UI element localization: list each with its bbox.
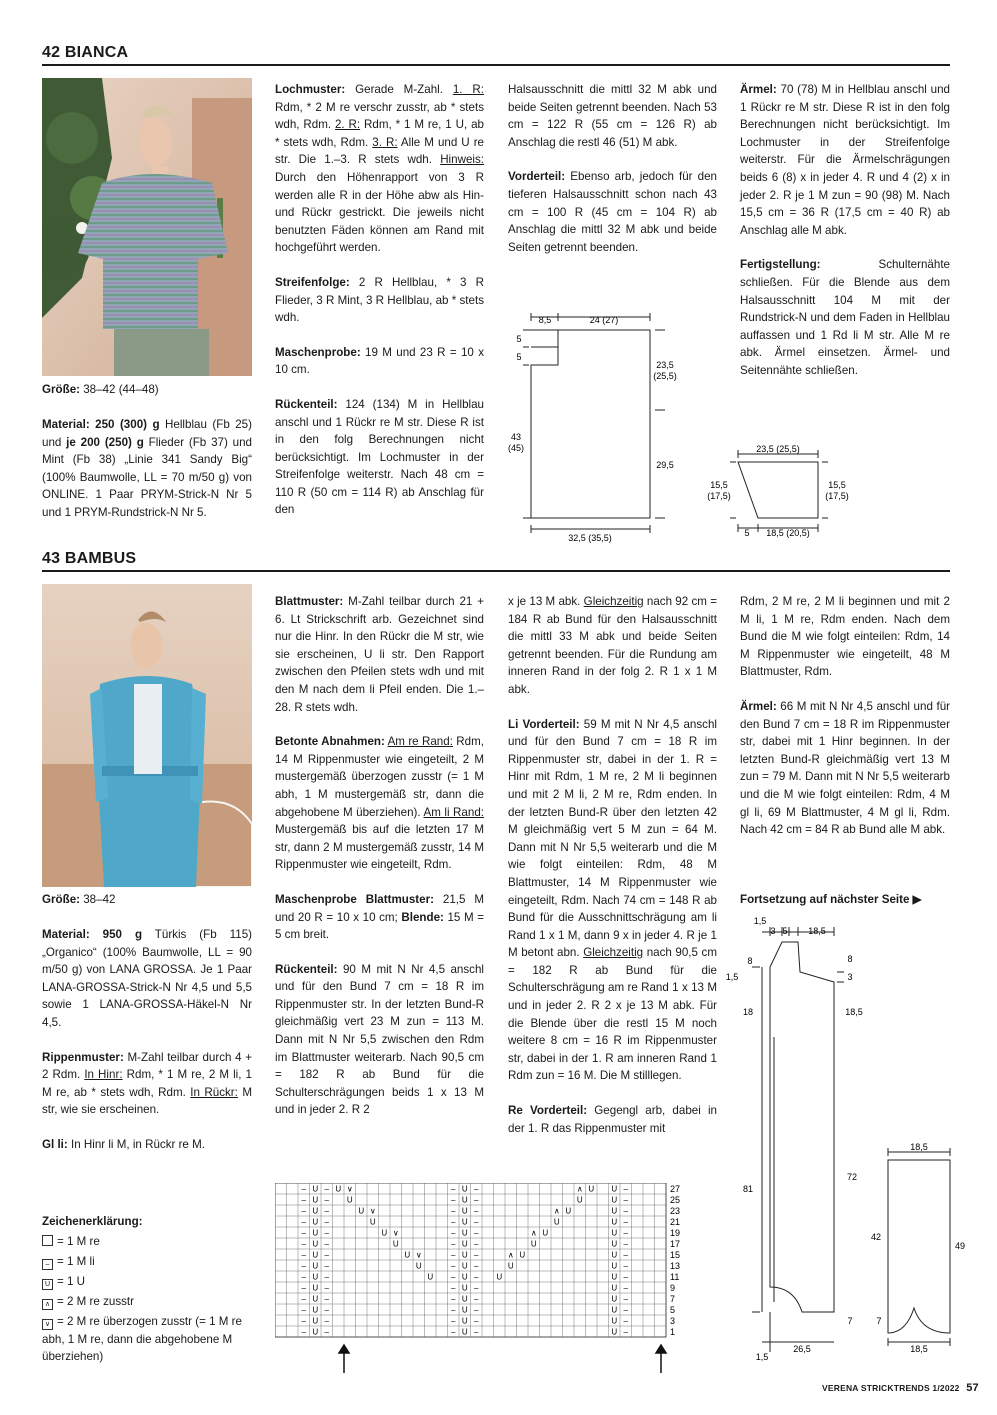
bambus-sleeve-diagram (862, 1138, 972, 1358)
legend-title: Zeichenerklärung: (42, 1215, 143, 1228)
chart-cell-symbol: – (451, 1294, 456, 1304)
chart-cell-symbol: – (623, 1228, 628, 1238)
sleeve-top: 23,5 (25,5) (756, 444, 800, 454)
coat-b265: 26,5 (793, 1344, 811, 1354)
chart-cell-symbol: – (301, 1250, 306, 1260)
chart-row-label: 27 (670, 1184, 681, 1194)
chart-cell-symbol: U (312, 1261, 319, 1271)
legend-row-4: ∧ = 2 M re zusstr (42, 1293, 252, 1311)
legend-row-5: ∨ = 2 M re überzogen zusstr (= 1 M re abh, 1 M re, dann die abgehobene M überziehen) (42, 1315, 242, 1364)
chart-cell-symbol: – (623, 1305, 628, 1315)
bambus-column-3 (508, 593, 717, 1154)
bambus-column-1 (42, 926, 252, 1171)
chart-cell-symbol: – (474, 1327, 479, 1337)
chart-cell-symbol: ∧ (553, 1206, 560, 1216)
chart-cell-symbol: U (461, 1184, 468, 1194)
legend-row-1: = 1 M re (42, 1233, 252, 1251)
sleeve-right-b: (17,5) (825, 491, 849, 501)
chart-row-label: 3 (670, 1316, 676, 1326)
skp-symbol-icon: ∨ (42, 1319, 53, 1330)
sleeve2-top: 18,5 (910, 1142, 928, 1152)
bianca-photo (42, 78, 252, 376)
dim-top-right: 24 (27) (589, 315, 619, 325)
chart-cell-symbol: U (415, 1261, 422, 1271)
chart-cell-symbol: U (611, 1239, 618, 1249)
chart-cell-symbol: – (324, 1250, 329, 1260)
chart-cell-symbol: – (623, 1327, 628, 1337)
chart-row-label: 5 (670, 1305, 676, 1315)
sleeve-bottom-small: 5 (744, 528, 750, 538)
chart-cell-symbol: U (611, 1184, 618, 1194)
chart-cell-symbol: – (324, 1206, 329, 1216)
dim-right-1: 23,5 (656, 360, 674, 370)
chart-cell-symbol: U (461, 1272, 468, 1282)
chart-cell-symbol: – (474, 1294, 479, 1304)
chart-cell-symbol: U (427, 1272, 434, 1282)
coat-l15: 1,5 (725, 972, 739, 982)
halsausschnitt-paragraph-2: x je 13 M abk. Gleichzeitig nach 92 cm = 184 R ab Bund für den Halsausschnitt die mittl 33 M abk und beide Seiten getrennt beenden. Für die Rundung am inneren Rand in der folg 2. R 1 x 1 M abk. (508, 595, 717, 696)
chart-cell-symbol: ∨ (369, 1206, 376, 1216)
li-vorderteil-paragraph: Li Vorderteil: 59 M mit N Nr 4,5 anschl und für den Bund 7 cm = 18 R im Rippenmuster str, dabei in der 1. R = Hinr mit Rdm, 1 M re, 2 M li beginnen und mit 2 M li, 2 M re, Rdm enden. In der letzten Bund-R über den letzten 42 M gleichmäßig vert 5 M zun = 64 M. Dann mit N Nr 5,5 weiterarb und die M wie folgt einteilen: Rdm, 48 M Blattmuster, 14 M Rippenmuster wie eingeteilt, Rdm. Nach 74 cm = 148 R ab Bund für die Ausschnittschrägung am li Rand 1 x 1 M, dann 9 x in jeder 4. R je 1 M betont abn. Gleichzeitig nach 90,5 cm = 182 R ab Bund für die Schulterschrägung am re Rand 1 x 13 M und in jeder 2. R 2 x je 13 M abk. Für die Blende über die restl 15 M noch weitere 8 cm = 16 R im Rippenmuster str, dabei in der 1. R am inneren Rand 1 Rdm zun = 16 M. Die M stilllegen. (508, 717, 718, 1083)
chart-cell-symbol: U (461, 1228, 468, 1238)
legend-row-3: U = 1 U (42, 1273, 252, 1291)
chart-cell-symbol: – (451, 1228, 456, 1238)
chart-cell-symbol: ∧ (576, 1184, 583, 1194)
knit-symbol-icon (42, 1235, 53, 1246)
chart-cell-symbol: – (623, 1239, 628, 1249)
magazine-footer (822, 1382, 979, 1394)
chart-cell-symbol: – (474, 1250, 479, 1260)
bianca-column-3 (508, 81, 717, 273)
dim-right-2: 29,5 (656, 460, 674, 470)
chart-cell-symbol: – (451, 1327, 456, 1337)
chart-cell-symbol: U (611, 1261, 618, 1271)
streifenfolge-paragraph: Streifenfolge: 2 R Hellblau, * 3 R Flieder, 3 R Mint, 3 R Hellblau, ab * stets wdh. (275, 275, 484, 325)
bambus-column-2 (275, 593, 484, 1136)
chart-row-label: 17 (670, 1239, 681, 1249)
chart-cell-symbol: – (623, 1283, 628, 1293)
chart-cell-symbol: U (461, 1327, 468, 1337)
chart-row-label: 1 (670, 1327, 676, 1337)
chart-cell-symbol: ∨ (346, 1184, 353, 1194)
chart-cell-symbol: U (392, 1239, 399, 1249)
chart-cell-symbol: U (461, 1305, 468, 1315)
dim-bottom: 32,5 (35,5) (568, 533, 612, 543)
sleeve-left: 15,5 (710, 480, 728, 490)
chart-cell-symbol: – (301, 1217, 306, 1227)
yarn-over-symbol-icon: U (42, 1279, 53, 1290)
chart-cell-symbol: – (623, 1184, 628, 1194)
chart-cell-symbol: – (474, 1261, 479, 1271)
chart-cell-symbol: – (301, 1184, 306, 1194)
chart-cell-symbol: U (611, 1305, 618, 1315)
chart-cell-symbol: – (474, 1228, 479, 1238)
chart-cell-symbol: U (312, 1283, 319, 1293)
coat-t1: 1,5 (753, 916, 767, 926)
chart-cell-symbol: U (461, 1239, 468, 1249)
chart-cell-symbol: – (451, 1206, 456, 1216)
dim-neck-2: 5 (516, 352, 522, 362)
coat-l8: 8 (747, 956, 753, 966)
dim-neck-1: 5 (516, 334, 522, 344)
chart-cell-symbol: U (542, 1228, 549, 1238)
chart-cell-symbol: – (301, 1239, 306, 1249)
chart-cell-symbol: – (301, 1283, 306, 1293)
chart-cell-symbol: ∨ (415, 1250, 422, 1260)
chart-cell-symbol: U (404, 1250, 411, 1260)
blattmuster-chart (275, 1183, 690, 1375)
purl-symbol-icon: – (42, 1259, 53, 1270)
dim-left-b: (45) (507, 443, 525, 453)
chart-cell-symbol: U (346, 1195, 353, 1205)
chart-cell-symbol: U (358, 1206, 365, 1216)
chart-cell-symbol: – (474, 1195, 479, 1205)
size-label: Größe: (42, 383, 81, 396)
chart-cell-symbol: – (451, 1250, 456, 1260)
chart-cell-symbol: – (324, 1228, 329, 1238)
chart-cell-symbol: – (623, 1316, 628, 1326)
sleeve2-right: 49 (954, 1241, 966, 1251)
chart-cell-symbol: – (301, 1327, 306, 1337)
chart-cell-symbol: U (496, 1272, 503, 1282)
chart-cell-symbol: U (611, 1195, 618, 1205)
chart-cell-symbol: – (451, 1283, 456, 1293)
bianca-size (42, 381, 252, 399)
chart-cell-symbol: – (324, 1272, 329, 1282)
sleeve-left-b: (17,5) (707, 491, 731, 501)
rippenmuster-paragraph: Rippenmuster: M-Zahl teilbar durch 4 + 2 Rdm. In Hinr: Rdm, * 1 M re, 2 M li, 1 M re, ab * stets wdh, Rdm. In Rückr: M str, wie sie erscheinen. (42, 1050, 253, 1117)
chart-cell-symbol: U (530, 1239, 537, 1249)
einteilung-paragraph: Rdm, 2 M re, 2 M li beginnen und mit 2 M li, 1 M re, Rdm enden. Nach dem Bund die M wie folgt einteilen: Rdm, 14 M Rippenmuster wie eingeteilt, 48 M Blattmuster, Rdm. (740, 595, 950, 679)
chart-cell-symbol: U (611, 1283, 618, 1293)
rueckenteil-paragraph: Rückenteil: 124 (134) M in Hellblau anschl und 1 Rückr re M str. Diese R ist in den folg Berechnungen nicht berücksichtigt. Im Lochmuster in der Streifenfolge weiterstr. Nach 48 cm = 110 R (50 cm = 114 R) ab Anschlag für den (275, 397, 484, 517)
chart-cell-symbol: U (312, 1305, 319, 1315)
chart-cell-symbol: – (623, 1206, 628, 1216)
chart-cell-symbol: – (474, 1316, 479, 1326)
chart-cell-symbol: – (451, 1316, 456, 1326)
chart-cell-symbol: U (461, 1195, 468, 1205)
chart-cell-symbol: – (324, 1239, 329, 1249)
chart-cell-symbol: – (623, 1294, 628, 1304)
chart-cell-symbol: U (611, 1206, 618, 1216)
chart-cell-symbol: U (461, 1217, 468, 1227)
chart-cell-symbol: – (451, 1184, 456, 1194)
sleeve-right: 15,5 (828, 480, 846, 490)
chart-cell-symbol: – (324, 1283, 329, 1293)
chart-row-label: 21 (670, 1217, 681, 1227)
chart-cell-symbol: – (474, 1239, 479, 1249)
chart-cell-symbol: – (324, 1305, 329, 1315)
chart-cell-symbol: U (611, 1228, 618, 1238)
chart-cell-symbol: U (611, 1294, 618, 1304)
maschenprobe-paragraph: Maschenprobe: 19 M und 23 R = 10 x 10 cm. (275, 345, 484, 377)
chart-cell-symbol: ∧ (530, 1228, 537, 1238)
chart-cell-symbol: U (611, 1250, 618, 1260)
coat-b7b: 7 (876, 1316, 882, 1326)
chart-row-label: 25 (670, 1195, 681, 1205)
bianca-column-2 (275, 81, 484, 536)
dim-top-left: 8,5 (538, 315, 552, 325)
chart-cell-symbol: – (474, 1217, 479, 1227)
chart-cell-symbol: – (451, 1195, 456, 1205)
chart-cell-symbol: – (301, 1206, 306, 1216)
vorderteil-paragraph: Vorderteil: Ebenso arb, jedoch für den tieferen Halsausschnitt schon nach 43 cm = 100 R (45 cm = 104 R) ab Anschlag die mittl 32 M abk und beide Seiten getrennt beenden. (508, 170, 717, 254)
chart-cell-symbol: – (301, 1228, 306, 1238)
chart-cell-symbol: – (474, 1184, 479, 1194)
chart-cell-symbol: ∧ (507, 1250, 514, 1260)
coat-b15: 1,5 (755, 1352, 769, 1362)
chart-cell-symbol: U (611, 1327, 618, 1337)
rueckenteil-paragraph-2: Rückenteil: 90 M mit N Nr 4,5 anschl und für den Bund 7 cm = 18 R im Rippenmuster str. In der letzten Bund-R gleichmäßig vert 23 M zun = 113 M. Dann mit N Nr 5,5 zwischen den Rdm im Blattmuster weiterarb. Nach 90,5 cm = 182 R ab Bund für die Schulterschrägungen beids 1 x 13 M und in jeder 2. R 2 (275, 962, 484, 1117)
chart-cell-symbol: – (301, 1294, 306, 1304)
bianca-column-4 (740, 81, 950, 397)
bambus-coat-diagram (722, 912, 882, 1367)
glli-paragraph: Gl li: In Hinr li M, in Rückr re M. (42, 1137, 205, 1151)
chart-cell-symbol: – (301, 1305, 306, 1315)
halsausschnitt-paragraph: Halsausschnitt die mittl 32 M abk und beide Seiten getrennt beenden. Nach 53 cm = 122 R (55 cm = 126 R) ab Anschlag die restl 46 (51) M abk. (508, 83, 717, 149)
re-vorderteil-paragraph: Re Vorderteil: Gegengl arb, dabei in der 1. R das Rippenmuster mit (508, 1104, 717, 1135)
chart-cell-symbol: U (312, 1294, 319, 1304)
coat-m72: 72 (846, 1172, 858, 1182)
chart-cell-symbol: U (611, 1316, 618, 1326)
chart-cell-symbol: U (312, 1239, 319, 1249)
chart-cell-symbol: U (312, 1316, 319, 1326)
chart-row-label: 15 (670, 1250, 681, 1260)
chart-cell-symbol: – (623, 1272, 628, 1282)
coat-b7a: 7 (847, 1316, 853, 1326)
fertigstellung-paragraph: Fertigstellung: Schulternähte schließen. Für die Blende aus dem Halsausschnitt 104 M mit der Rundstrick-N und dem Faden in Hellblau auffassen und 1 Rd li M str. Alle M re abk. Ärmel einsetzen. Ärmel- und Seitennähte schließen. (740, 258, 950, 377)
chart-cell-symbol: – (623, 1195, 628, 1205)
chart-cell-symbol: U (461, 1250, 468, 1260)
page-number: 57 (966, 1382, 979, 1394)
section-rule-2 (42, 570, 950, 572)
section-title-bianca: 42 BIANCA (42, 44, 129, 61)
continued-note: Fortsetzung auf nächster Seite ▶ (740, 893, 922, 906)
chart-cell-symbol: – (324, 1195, 329, 1205)
chart-cell-symbol: U (519, 1250, 526, 1260)
chart-cell-symbol: U (611, 1272, 618, 1282)
chart-row-label: 7 (670, 1294, 676, 1304)
k2tog-symbol-icon: ∧ (42, 1299, 53, 1310)
chart-cell-symbol: U (312, 1195, 319, 1205)
chart-cell-symbol: U (461, 1294, 468, 1304)
betonte-abnahmen-paragraph: Betonte Abnahmen: Am re Rand: Rdm, 14 M Rippenmuster wie eingeteilt, 2 M mustergemäß überzogen zusstr (= 1 M abh, 1 M mustergemäß str, dann die abgehobene M überziehen). Am li Rand: Mustergemäß bis auf die letzten 17 M str, dann 2 M mustergemäß zusstr, 14 M Rippenmuster wie eingeteilt, Rdm. (275, 735, 484, 872)
bianca-sleeve-diagram (700, 440, 860, 542)
chart-cell-symbol: U (461, 1206, 468, 1216)
aermel-paragraph: Ärmel: 70 (78) M in Hellblau anschl und 1 Rückr re M str. Diese R ist in den folg Berechnungen nicht berücksichtigt. Im Lochmuster in der Streifenfolge weiterstr. Für die Ärmelschrägungen beids 6 (8) x in jeder 4. R und 4 (2) x in jeder 2. R je 1 M zun = 90 (98) M. Nach 15,5 cm = 36 R (17,5 cm = 40 R) ab Anschlag alle M abk. (740, 83, 950, 237)
chart-cell-symbol: – (451, 1239, 456, 1249)
dim-right-1b: (25,5) (653, 371, 677, 381)
chart-row-label: 9 (670, 1283, 676, 1293)
chart-cell-symbol: U (461, 1261, 468, 1271)
chart-cell-symbol: ∨ (392, 1228, 399, 1238)
chart-row-label: 11 (670, 1272, 680, 1282)
chart-cell-symbol: – (324, 1261, 329, 1271)
bambus-photo (42, 584, 252, 887)
chart-cell-symbol: U (461, 1283, 468, 1293)
bianca-body-diagram (505, 305, 715, 545)
chart-cell-symbol: – (324, 1217, 329, 1227)
coat-l18: 18 (742, 1007, 754, 1017)
section-title-bambus: 43 BAMBUS (42, 550, 137, 567)
chart-cell-symbol: – (623, 1261, 628, 1271)
chart-row-labels (670, 1184, 680, 1337)
chart-cell-symbol: U (312, 1228, 319, 1238)
chart-row-label: 19 (670, 1228, 681, 1238)
chart-cell-symbol: U (335, 1184, 342, 1194)
coat-l81: 81 (742, 1184, 754, 1194)
chart-cell-symbol: – (474, 1206, 479, 1216)
magazine-name: VERENA STRICKTRENDS 1/2022 (822, 1383, 960, 1393)
chart-cell-symbol: U (312, 1272, 319, 1282)
chart-cell-symbol: U (611, 1217, 618, 1227)
sleeve2-left: 42 (870, 1232, 882, 1242)
chart-cell-symbol: – (301, 1272, 306, 1282)
coat-r185: 18,5 (845, 1007, 863, 1017)
coat-r3: 3 (847, 972, 853, 982)
chart-cell-symbol: – (324, 1184, 329, 1194)
chart-cell-symbol: U (312, 1250, 319, 1260)
chart-cell-symbol: – (474, 1283, 479, 1293)
chart-cell-symbol: U (565, 1206, 572, 1216)
chart-cell-symbol: – (324, 1327, 329, 1337)
chart-cell-symbol: U (312, 1217, 319, 1227)
chart-cell-symbol: – (474, 1272, 479, 1282)
lochmuster-paragraph: Lochmuster: Gerade M-Zahl. 1. R: Rdm, * 2 M re verschr zusstr, ab * stets wdh, Rdm. 2. R: Rdm, * 1 M re, 1 U, ab * stets wdh, Rdm. 3. R: Alle M und U re str. Die 1.–3. R stets wdh. Hinweis: Durch den Höhenrapport von 3 R werden alle R in der Höhe abw als Hin- und Rückr gestrickt. Die jeweils nicht benutzten Fäden können am Rand mit hochgeführt werden. (275, 83, 485, 255)
chart-cell-symbol: – (451, 1272, 456, 1282)
aermel-paragraph-2: Ärmel: 66 M mit N Nr 4,5 anschl und für den Bund 7 cm = 18 R im Rippenmuster str, dabei mit 1 Hinr beginnen. In der letzten Bund-R gleichmäßig vert 13 M zun = 79 M. Dann mit N Nr 5,5 weiterarb und die M wie folgt einteilen: Rdm, 4 M gl li, 69 M Blattmuster, 4 M gl li, Rdm. Nach 42 cm = 84 R ab Bund alle M abk. (740, 699, 950, 837)
chart-cell-symbol: U (381, 1228, 388, 1238)
chart-cell-symbol: U (312, 1184, 319, 1194)
bambus-size: Größe: 38–42 (42, 893, 116, 906)
chart-cell-symbol: – (451, 1217, 456, 1227)
chart-cell-symbol: – (474, 1305, 479, 1315)
chart-cell-symbol: – (623, 1217, 628, 1227)
repeat-arrows (339, 1345, 666, 1373)
coat-r8: 8 (847, 954, 853, 964)
chart-cell-symbol: – (301, 1195, 306, 1205)
legend-row-2: – = 1 M li (42, 1253, 252, 1271)
coat-t3: 5 (782, 926, 788, 936)
chart-cell-symbol: U (553, 1217, 560, 1227)
chart-cell-symbol: U (312, 1327, 319, 1337)
chart-cell-symbol: – (301, 1316, 306, 1326)
size-value: 38–42 (44–48) (80, 383, 159, 396)
coat-t2: 3 (770, 926, 776, 936)
chart-cell-symbol: U (312, 1206, 319, 1216)
chart-cell-symbol: U (576, 1195, 583, 1205)
chart-grid (275, 1183, 666, 1337)
dim-left: 43 (510, 432, 522, 442)
bambus-material: Material: 950 g Türkis (Fb 115) „Organico“ (100% Baumwolle, LL = 90 m/50 g) von LANA GROSSA. Je 1 Paar LANA-GROSSA-Strick-N Nr 4,5 und 5,5 sowie 1 LANA-GROSSA-Häkel-N Nr 4,5. (42, 928, 253, 1029)
coat-t4: 18,5 (808, 926, 826, 936)
chart-cell-symbol: U (461, 1316, 468, 1326)
chart-cell-symbol: U (507, 1261, 514, 1271)
chart-cell-symbol: U (369, 1217, 376, 1227)
bambus-column-4 (740, 593, 950, 856)
sleeve2-bottom: 18,5 (910, 1344, 928, 1354)
chart-row-label: 13 (670, 1261, 681, 1271)
chart-cell-symbol: U (588, 1184, 595, 1194)
section-rule (42, 64, 950, 66)
sleeve-bottom: 18,5 (20,5) (766, 528, 810, 538)
chart-cell-symbol: – (301, 1261, 306, 1271)
chart-cell-symbol: – (451, 1305, 456, 1315)
bianca-material: Material: 250 (300) g Hellblau (Fb 25) und je 200 (250) g Flieder (Fb 37) und Mint (Fb 38) „Linie 341 Sandy Big“ (100% Baumwolle, LL = 70 m/50 g) von ONLINE. 1 Paar PRYM-Strick-N Nr 5 und 1 PRYM-Rundstrick-N Nr 5. (42, 418, 252, 519)
chart-cell-symbol: – (324, 1294, 329, 1304)
chart-cell-symbol: – (623, 1250, 628, 1260)
blattmuster-paragraph: Blattmuster: M-Zahl teilbar durch 21 + 6. Lt Strickschrift arb. Gezeichnet sind nur die Hinr. In den Rückr die M str, wie sie erscheinen, U li str. Den Rapport zwischen den Pfeilen stets wdh und mit den M nach dem li Pfeil enden. Die 1.–28. R stets wdh. (275, 595, 484, 714)
chart-cell-symbol: – (451, 1261, 456, 1271)
chart-row-label: 23 (670, 1206, 681, 1216)
maschenprobe-blatt-paragraph: Maschenprobe Blattmuster: 21,5 M und 20 R = 10 x 10 cm; Blende: 15 M = 5 cm breit. (275, 892, 484, 942)
chart-cell-symbol: – (324, 1316, 329, 1326)
